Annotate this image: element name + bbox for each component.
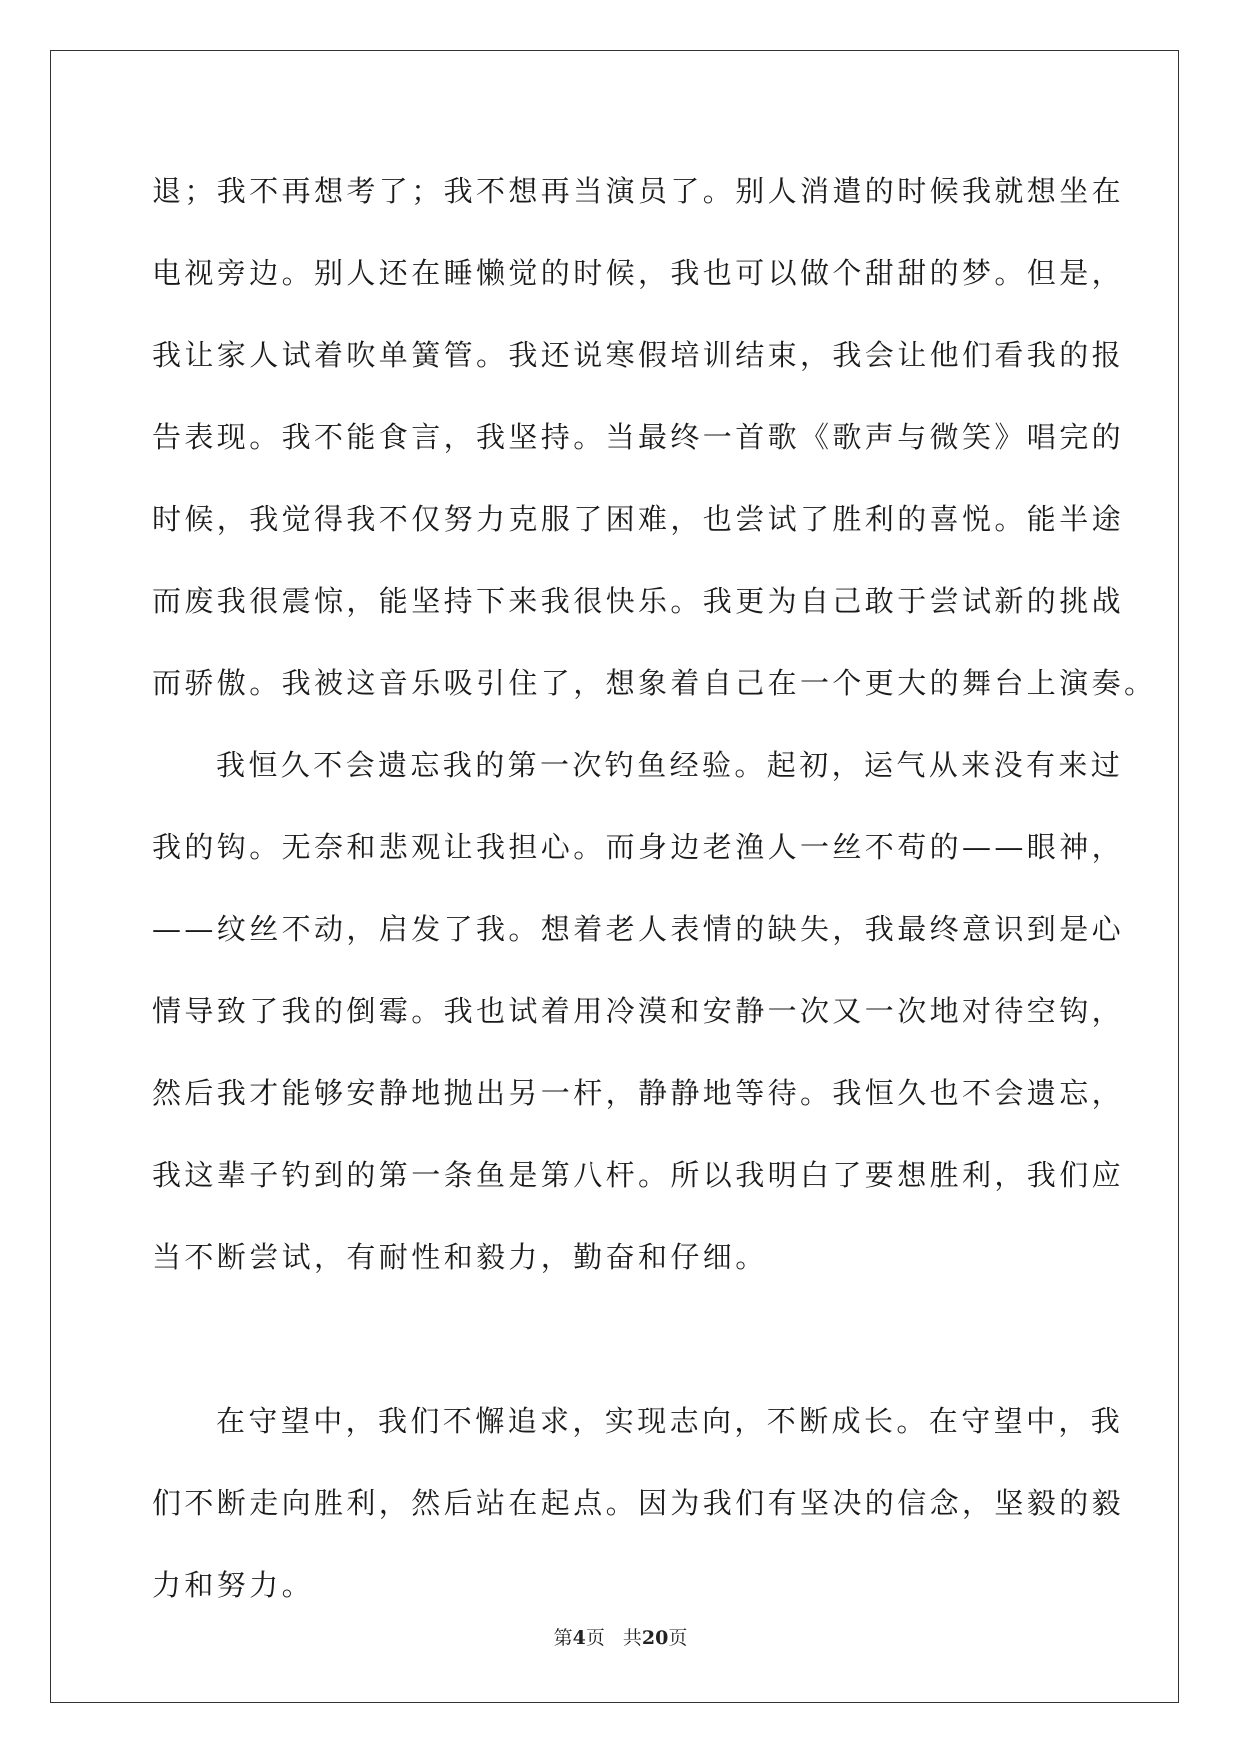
text-line: 而骄傲。我被这音乐吸引住了，想象着自己在一个更大的舞台上演奏。	[152, 666, 1157, 700]
paragraph-first-line: 在守望中，我们不懈追求，实现志向，不断成长。在守望中，我	[216, 1404, 1124, 1438]
text-line: 退；我不再想考了；我不想再当演员了。别人消遣的时候我就想坐在	[152, 174, 1125, 208]
current-page-number: 4	[572, 1627, 586, 1649]
total-unit: 页	[668, 1627, 688, 1649]
text-line: 我让家人试着吹单簧管。我还说寒假培训结束，我会让他们看我的报	[152, 338, 1125, 372]
body-text	[152, 166, 1157, 1642]
page-footer	[0, 1623, 1241, 1650]
text-line: 而废我很震惊，能坚持下来我很快乐。我更为自己敢于尝试新的挑战	[152, 584, 1125, 618]
text-line: 当不断尝试，有耐性和毅力，勤奋和仔细。	[152, 1240, 768, 1274]
text-line: 情导致了我的倒霉。我也试着用冷漠和安静一次又一次地对待空钩，	[152, 994, 1125, 1028]
text-line: 告表现。我不能食言，我坚持。当最终一首歌《歌声与微笑》唱完的	[152, 420, 1125, 454]
text-line: 我这辈子钓到的第一条鱼是第八杆。所以我明白了要想胜利，我们应	[152, 1158, 1125, 1192]
text-line: ——纹丝不动，启发了我。想着老人表情的缺失，我最终意识到是心	[152, 912, 1125, 946]
text-line: 电视旁边。别人还在睡懒觉的时候，我也可以做个甜甜的梦。但是，	[152, 256, 1125, 290]
text-line: 们不断走向胜利，然后站在起点。因为我们有坚决的信念，坚毅的毅	[152, 1486, 1125, 1520]
text-line: 时候，我觉得我不仅努力克服了困难，也尝试了胜利的喜悦。能半途	[152, 502, 1125, 536]
total-prefix: 共	[622, 1627, 642, 1649]
text-line	[152, 1314, 1092, 1396]
page-unit: 页	[585, 1627, 605, 1649]
text-line: 我的钩。无奈和悲观让我担心。而身边老渔人一丝不苟的——眼神，	[152, 830, 1125, 864]
paragraph-first-line: 我恒久不会遗忘我的第一次钓鱼经验。起初，运气从来没有来过	[216, 748, 1124, 782]
total-page-number: 20	[641, 1627, 669, 1649]
text-line: 力和努力。	[152, 1568, 315, 1602]
text-line: 然后我才能够安静地抛出另一杆，静静地等待。我恒久也不会遗忘，	[152, 1076, 1125, 1110]
page-prefix: 第	[553, 1627, 573, 1649]
